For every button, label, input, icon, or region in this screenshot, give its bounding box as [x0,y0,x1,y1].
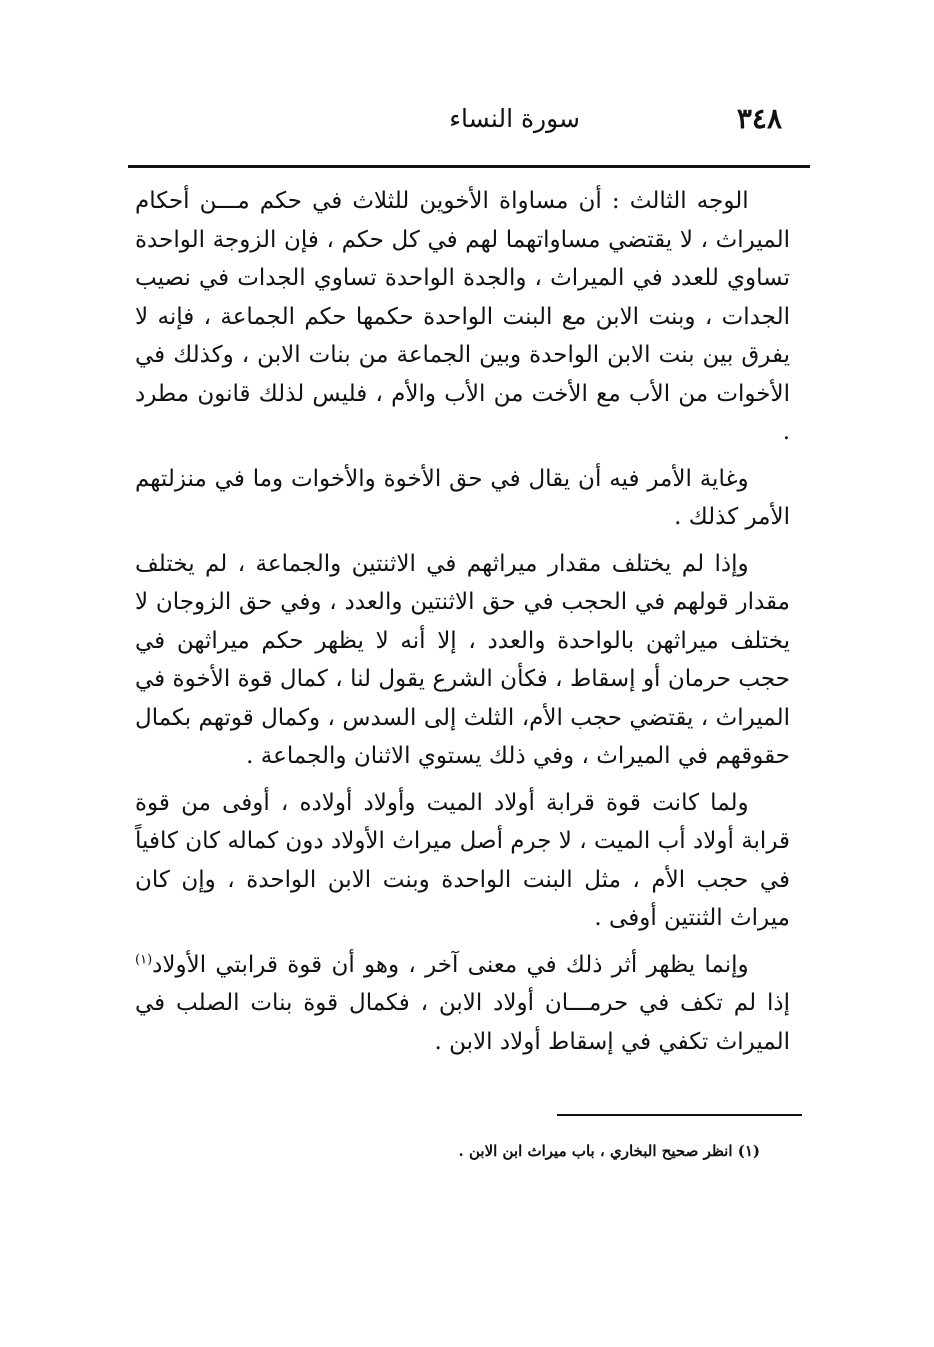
paragraph-5-text-start: وإنما يظهر أثر ذلك في معنى آخر ، وهو أن قوة قرابتي الأولاد [152,951,749,978]
page-header [130,100,810,140]
main-text [135,182,790,1061]
footnote: (١) انظر صحيح البخاري ، باب ميراث ابن الابن . [458,1142,760,1160]
running-title: سورة النساء [449,104,580,133]
header-divider [128,165,810,168]
paragraph-2: وغاية الأمر فيه أن يقال في حق الأخوة والأخوات وما في منزلتهم الأمر كذلك . [135,465,790,530]
page-number: ٣٤٨ [736,102,782,135]
paragraph-3: وإذا لم يختلف مقدار ميراثهم في الاثنتين والجماعة ، لم يختلف مقدار قولهم في الحجب في حق الاثنتين والعدد ، وفي حق الزوجان لا يختلف ميراثهن بالواحدة والعدد ، إلا أنه لا يظهر حكم ميراثهن في حجب حرمان أو إسقاط ، فكأن الشرع يقول لنا ، كمال قوة الأخوة في الميراث ، يقتضي حجب الأم، الثلث إلى السدس ، وكمال قوتهم بكمال حقوقهم في الميراث ، وفي ذلك يستوي الاثنان والجماعة . [135,550,790,769]
footnote-divider [557,1114,802,1116]
paragraph-5 [135,946,790,1062]
paragraph-1: الوجه الثالث : أن مساواة الأخوين للثلاث في حكم مـــن أحكام الميراث ، لا يقتضي مساواتهما لهم في كل حكم ، فإن الزوجة الواحدة تساوي للعدد في الميراث ، والجدة الواحدة تساوي الجدات في نصيب الجدات ، وبنت الابن مع البنت الواحدة حكمها حكم الجماعة ، فإنه لا يفرق بين بنت الابن الواحدة وبين الجماعة من بنات الابن ، وكذلك في الأخوات من الأب مع الأخت من الأب والأم ، فليس لذلك قانون مطرد . [135,188,790,445]
paragraph-4: ولما كانت قوة قرابة أولاد الميت وأولاد أولاده ، أوفى من قوة قرابة أولاد أب الميت ، لا جرم أصل ميراث الأولاد دون كماله كان كافياً في حجب الأم ، مثل البنت الواحدة وبنت الابن الواحدة ، وإن كان ميراث الثنتين أوفى . [135,789,790,931]
paragraph-5-text-end: إذا لم تكف في حرمـــان أولاد الابن ، فكمال قوة بنات الصلب في الميراث تكفي في إسقاط أولاد الابن . [135,990,790,1055]
footnote-reference: (١) [135,951,153,967]
